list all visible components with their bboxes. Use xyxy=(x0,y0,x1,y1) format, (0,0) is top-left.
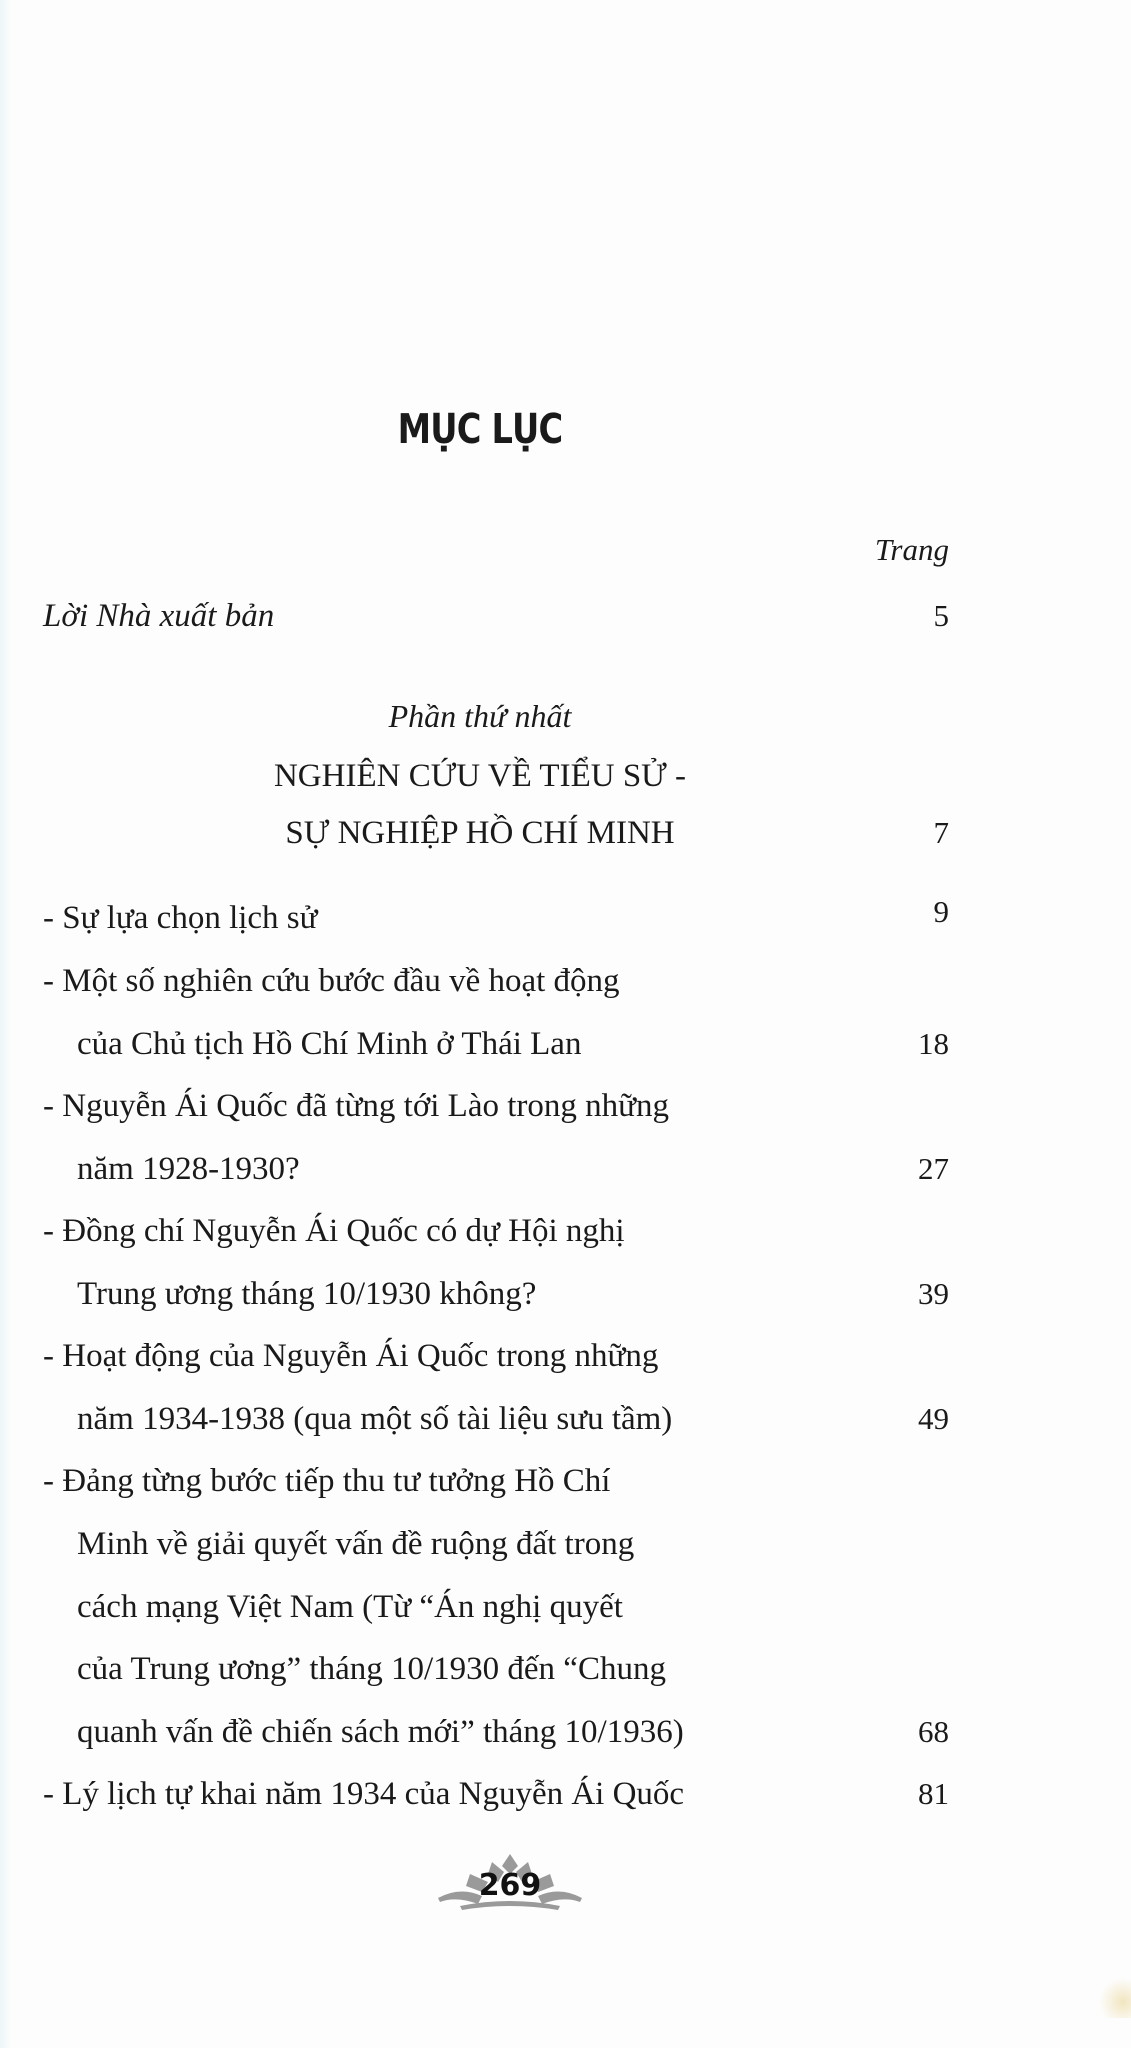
part-heading-line1: NGHIÊN CỨU VỀ TIỂU SỬ - xyxy=(273,758,687,794)
page-title: MỤC LỤC xyxy=(397,405,563,453)
toc-entry-line: - Đảng từng bước tiếp thu tư tưởng Hồ Chí xyxy=(43,1463,611,1499)
paper-stain xyxy=(1091,1978,1131,2018)
toc-entry-line: - Một số nghiên cứu bước đầu về hoạt động xyxy=(43,963,620,999)
toc-entry xyxy=(0,963,1131,1013)
toc-page-number: 7 xyxy=(933,815,949,850)
toc-entry-cont xyxy=(0,1151,1131,1201)
part-label: Phần thứ nhất xyxy=(388,698,572,734)
toc-entry-line: năm 1928-1930? xyxy=(77,1151,300,1187)
toc-entry-cont xyxy=(0,1526,1131,1576)
toc-entry-line: cách mạng Việt Nam (Từ “Án nghị quyết xyxy=(77,1589,623,1625)
toc-entry-cont xyxy=(0,1401,1131,1451)
page-number: 269 xyxy=(478,1868,542,1903)
toc-entry-line: Minh về giải quyết vấn đề ruộng đất trong xyxy=(77,1526,635,1562)
toc-entry-line: Trung ương tháng 10/1930 không? xyxy=(77,1276,537,1312)
toc-entry xyxy=(0,1088,1131,1138)
toc-entry-cont xyxy=(0,1651,1131,1701)
toc-entry-line: năm 1934-1938 (qua một số tài liệu sưu tầm) xyxy=(77,1401,673,1437)
toc-entry-line: của Trung ương” tháng 10/1930 đến “Chung xyxy=(77,1651,666,1687)
toc-entry-line: - Nguyễn Ái Quốc đã từng tới Lào trong những xyxy=(43,1088,670,1124)
toc-entry-cont xyxy=(0,1276,1131,1326)
toc-page-number: 68 xyxy=(918,1714,949,1749)
toc-entry xyxy=(0,1776,1131,1826)
toc-entry-line: - Đồng chí Nguyễn Ái Quốc có dự Hội nghị xyxy=(43,1213,625,1249)
toc-page-number: 81 xyxy=(918,1776,949,1811)
toc-page-number: 18 xyxy=(918,1026,949,1061)
part-heading-line2: SỰ NGHIỆP HỒ CHÍ MINH xyxy=(285,815,675,851)
toc-entry-preface xyxy=(0,598,1131,648)
toc-entry-cont xyxy=(0,1714,1131,1764)
toc-page-number: 9 xyxy=(933,894,949,929)
toc-entry-line: - Hoạt động của Nguyễn Ái Quốc trong những xyxy=(43,1338,659,1374)
toc-page-number: 27 xyxy=(918,1151,949,1186)
toc-entry-label: Lời Nhà xuất bản xyxy=(43,598,275,634)
toc-entry-line: quanh vấn đề chiến sách mới” tháng 10/1936) xyxy=(77,1714,684,1750)
toc-entry xyxy=(0,894,1131,950)
toc-page-number: 49 xyxy=(918,1401,949,1436)
toc-page-number: 39 xyxy=(918,1276,949,1311)
toc-entry-line: của Chủ tịch Hồ Chí Minh ở Thái Lan xyxy=(77,1026,582,1062)
toc-entry-cont xyxy=(0,1589,1131,1639)
toc-page-number: 5 xyxy=(933,598,949,633)
toc-entry-line: - Sự lựa chọn lịch sử xyxy=(43,900,318,936)
toc-entry-part xyxy=(0,815,1131,865)
page-footer xyxy=(430,1852,590,1912)
toc-entry xyxy=(0,1213,1131,1263)
toc-entry xyxy=(0,1338,1131,1388)
page-column-label: Trang xyxy=(874,532,949,567)
toc-entry-line: - Lý lịch tự khai năm 1934 của Nguyễn Ái Quốc xyxy=(43,1776,685,1812)
toc-entry xyxy=(0,1463,1131,1513)
toc-entry-cont xyxy=(0,1026,1131,1076)
